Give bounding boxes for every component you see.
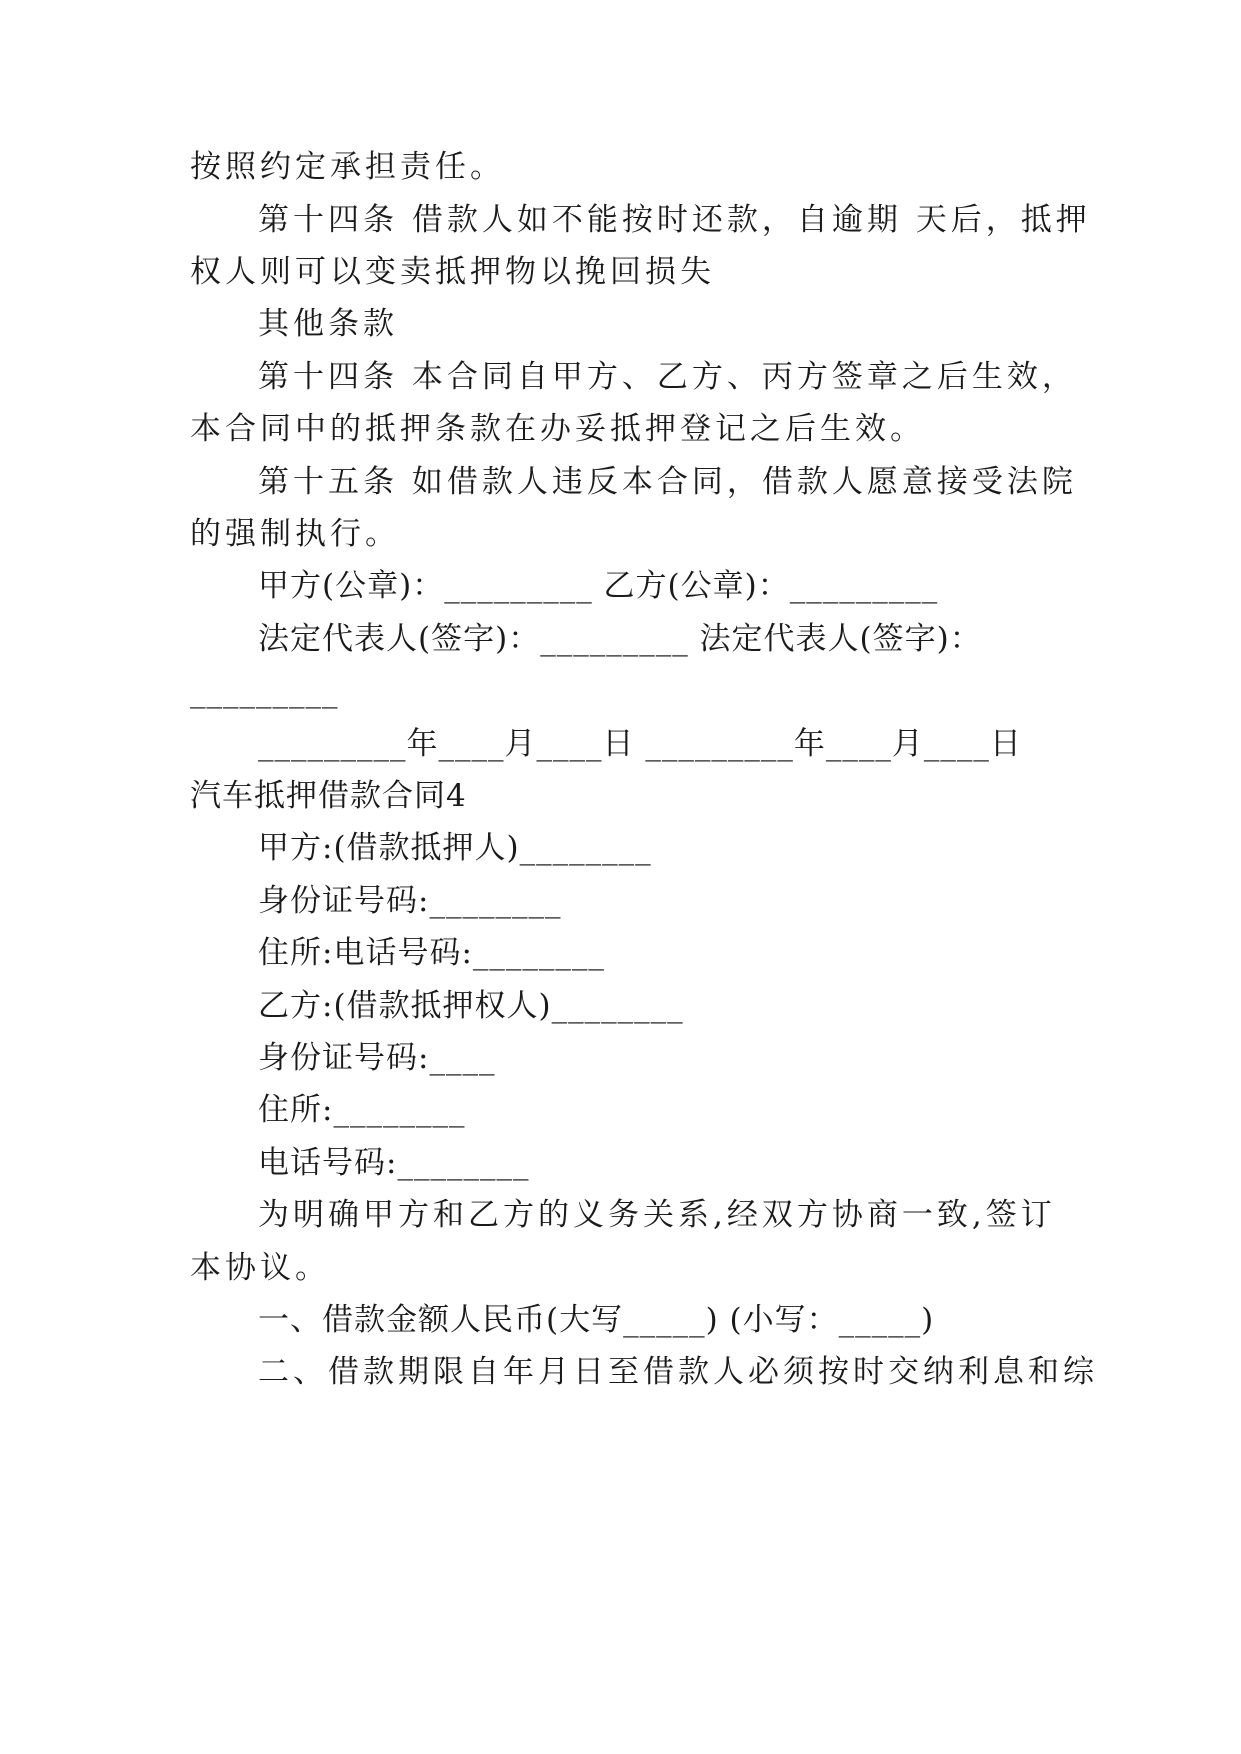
text-line: 权人则可以变卖抵押物以挽回损失 — [190, 254, 715, 290]
address-field: 住所:________ — [258, 1092, 466, 1128]
loan-term-line: 二、借款期限自年月日至借款人必须按时交纳利息和综 — [258, 1354, 1098, 1390]
text-line: 本合同中的抵押条款在办妥抵押登记之后生效。 — [190, 411, 925, 447]
id-number-field: 身份证号码:________ — [258, 883, 562, 919]
signature-blank: _________ — [190, 673, 339, 709]
text-line: 的强制执行。 — [190, 516, 400, 552]
text-line: 第十五条 如借款人违反本合同，借款人愿意接受法院 — [258, 464, 1077, 500]
text-line: 按照约定承担责任。 — [190, 149, 505, 185]
text-line: 第十四条 本合同自甲方、乙方、丙方签章之后生效， — [258, 359, 1077, 395]
text-line: 为明确甲方和乙方的义务关系,经双方协商一致,签订 — [258, 1197, 1056, 1233]
signature-line: 法定代表人(签字)：_________ 法定代表人(签字)： — [258, 621, 982, 657]
section-heading: 其他条款 — [258, 306, 398, 342]
date-line: _________年____月____日 _________年____月____日 — [258, 726, 1022, 762]
loan-amount-line: 一、借款金额人民币(大写_____) (小写：_____) — [258, 1302, 935, 1338]
phone-field: 电话号码:________ — [258, 1145, 530, 1181]
address-phone-field: 住所:电话号码:________ — [258, 935, 605, 971]
id-number-field: 身份证号码:____ — [258, 1040, 496, 1076]
signature-line: 甲方(公章)：_________ 乙方(公章)：_________ — [258, 568, 939, 604]
party-a-field: 甲方:(借款抵押人)________ — [258, 830, 652, 866]
text-line: 本协议。 — [190, 1250, 330, 1286]
text-line: 第十四条 借款人如不能按时还款，自逾期 天后，抵押 — [258, 202, 1091, 238]
party-b-field: 乙方:(借款抵押权人)________ — [258, 988, 684, 1024]
contract-title: 汽车抵押借款合同4 — [190, 778, 467, 814]
